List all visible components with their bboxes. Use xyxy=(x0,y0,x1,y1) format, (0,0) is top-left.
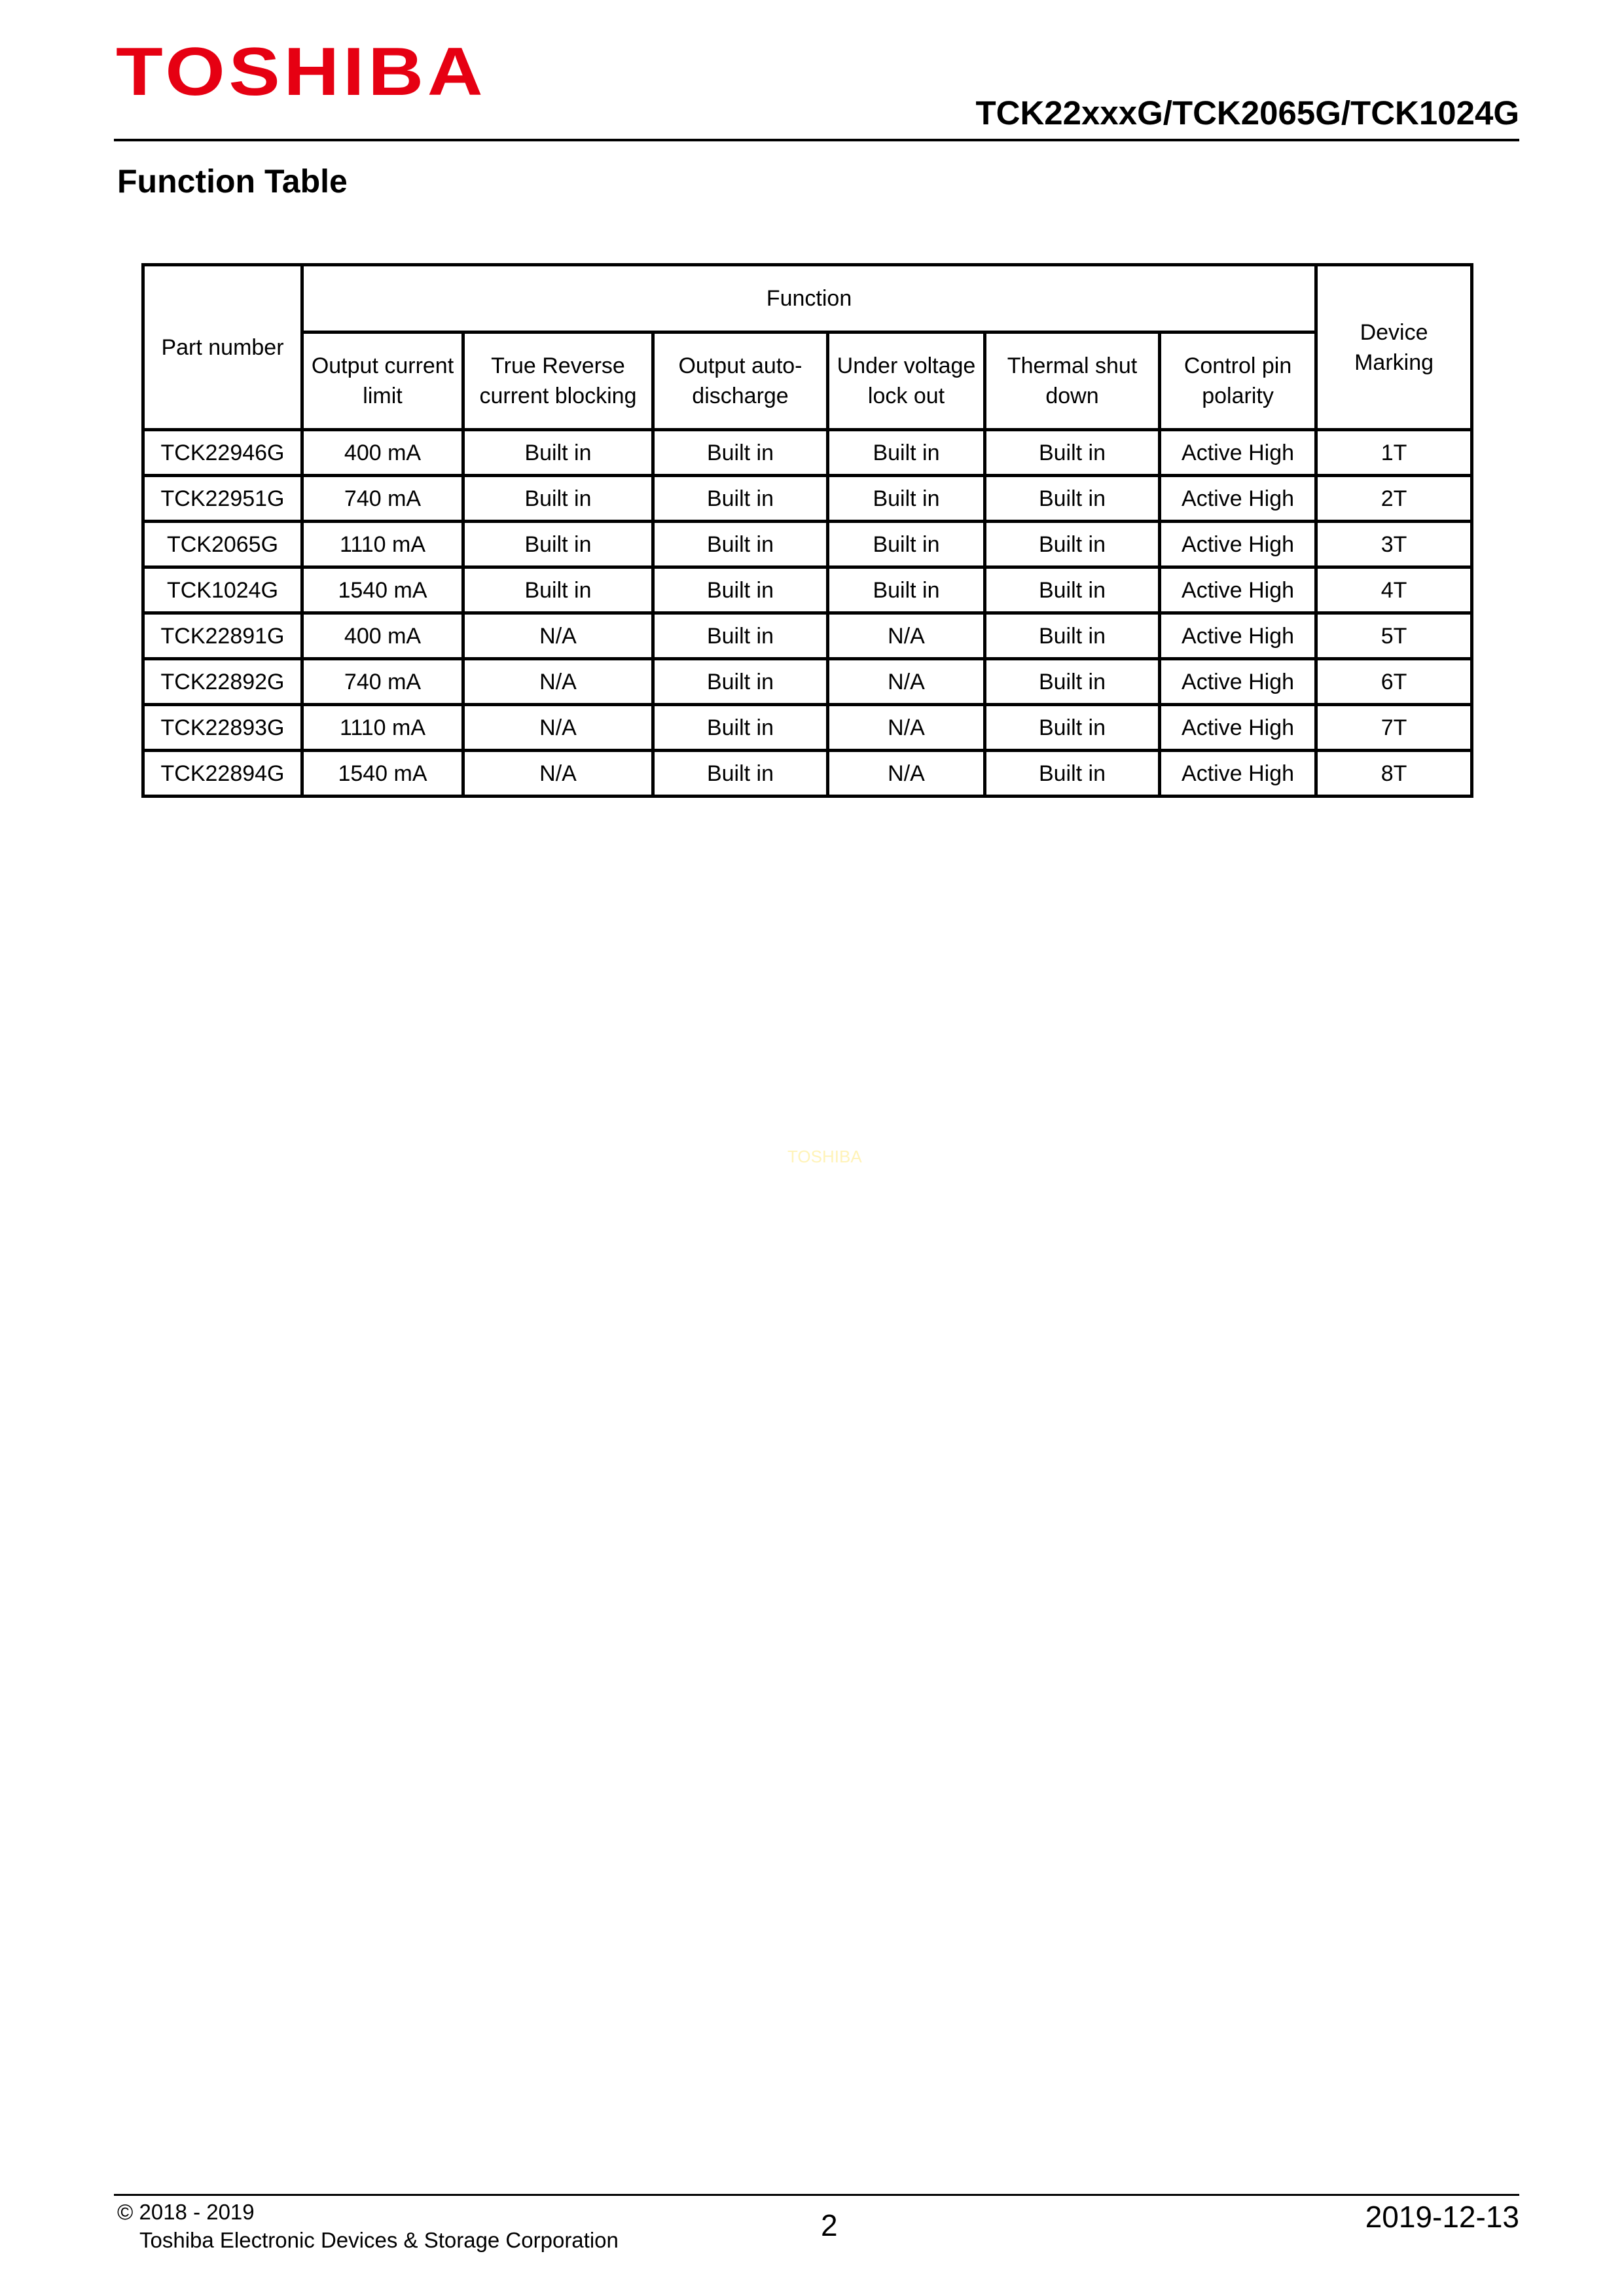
table-row xyxy=(143,430,1472,476)
function-cell: Built in xyxy=(653,613,828,659)
document-title: TCK22xxxG/TCK2065G/TCK1024G xyxy=(975,94,1519,132)
function-cell: 740 mA xyxy=(302,476,463,522)
part-number-cell: TCK22951G xyxy=(143,476,302,522)
function-cell: N/A xyxy=(828,659,985,705)
copyright: © 2018 - 2019 xyxy=(117,2200,255,2224)
function-cell: Built in xyxy=(985,522,1160,567)
part-number-header: Part number xyxy=(143,265,302,430)
function-cell: 400 mA xyxy=(302,613,463,659)
table-row xyxy=(143,613,1472,659)
toshiba-logo: TOSHIBA xyxy=(116,34,487,110)
function-cell: Active High xyxy=(1160,705,1316,751)
marking-cell: 6T xyxy=(1316,659,1472,705)
function-cell: Built in xyxy=(985,476,1160,522)
function-cell: N/A xyxy=(828,705,985,751)
function-cell: Built in xyxy=(985,659,1160,705)
header-rule xyxy=(114,139,1519,141)
function-cell: Built in xyxy=(985,430,1160,476)
function-header: Function xyxy=(302,265,1316,332)
function-cell: Built in xyxy=(653,567,828,613)
function-column-header: Thermal shut down xyxy=(985,332,1160,430)
function-subheader-row xyxy=(143,332,1472,430)
function-cell: 740 mA xyxy=(302,659,463,705)
function-cell: Active High xyxy=(1160,751,1316,797)
table-row xyxy=(143,751,1472,797)
function-cell: Active High xyxy=(1160,522,1316,567)
function-cell: Built in xyxy=(463,430,653,476)
function-cell: 1540 mA xyxy=(302,567,463,613)
function-cell: Active High xyxy=(1160,659,1316,705)
function-cell: Built in xyxy=(653,751,828,797)
function-cell: 1540 mA xyxy=(302,751,463,797)
function-cell: Built in xyxy=(985,567,1160,613)
function-cell: 1110 mA xyxy=(302,522,463,567)
part-number-cell: TCK22892G xyxy=(143,659,302,705)
table-row xyxy=(143,659,1472,705)
device-marking-header: Device Marking xyxy=(1316,265,1472,430)
function-cell: Built in xyxy=(985,613,1160,659)
marking-cell: 8T xyxy=(1316,751,1472,797)
table-header-row xyxy=(143,265,1472,332)
function-cell: Built in xyxy=(463,522,653,567)
function-cell: Built in xyxy=(828,522,985,567)
function-column-header: Under voltage lock out xyxy=(828,332,985,430)
marking-cell: 3T xyxy=(1316,522,1472,567)
function-cell: Active High xyxy=(1160,613,1316,659)
table-row xyxy=(143,705,1472,751)
function-cell: Active High xyxy=(1160,430,1316,476)
function-cell: Built in xyxy=(985,705,1160,751)
footer-rule xyxy=(114,2194,1519,2196)
function-cell: Built in xyxy=(653,430,828,476)
function-cell: Built in xyxy=(463,567,653,613)
function-cell: Built in xyxy=(828,476,985,522)
part-number-cell: TCK22893G xyxy=(143,705,302,751)
function-cell: Built in xyxy=(653,476,828,522)
function-cell: N/A xyxy=(828,751,985,797)
function-column-header: Control pin polarity xyxy=(1160,332,1316,430)
marking-cell: 4T xyxy=(1316,567,1472,613)
function-cell: N/A xyxy=(463,751,653,797)
function-cell: Built in xyxy=(828,430,985,476)
function-cell: 400 mA xyxy=(302,430,463,476)
table-row xyxy=(143,567,1472,613)
marking-cell: 5T xyxy=(1316,613,1472,659)
function-table xyxy=(141,263,1473,798)
marking-cell: 2T xyxy=(1316,476,1472,522)
table-row xyxy=(143,476,1472,522)
function-cell: N/A xyxy=(463,613,653,659)
function-cell: Active High xyxy=(1160,567,1316,613)
function-cell: N/A xyxy=(463,705,653,751)
function-cell: Built in xyxy=(653,522,828,567)
part-number-cell: TCK1024G xyxy=(143,567,302,613)
function-cell: Built in xyxy=(985,751,1160,797)
function-cell: Built in xyxy=(463,476,653,522)
function-cell: Built in xyxy=(653,705,828,751)
part-number-cell: TCK2065G xyxy=(143,522,302,567)
part-number-cell: TCK22891G xyxy=(143,613,302,659)
table-row xyxy=(143,522,1472,567)
function-cell: 1110 mA xyxy=(302,705,463,751)
function-column-header: Output auto-discharge xyxy=(653,332,828,430)
function-cell: Active High xyxy=(1160,476,1316,522)
marking-cell: 7T xyxy=(1316,705,1472,751)
function-cell: N/A xyxy=(828,613,985,659)
function-cell: Built in xyxy=(828,567,985,613)
function-column-header: Output current limit xyxy=(302,332,463,430)
function-cell: N/A xyxy=(463,659,653,705)
function-cell: Built in xyxy=(653,659,828,705)
part-number-cell: TCK22946G xyxy=(143,430,302,476)
company-name: Toshiba Electronic Devices & Storage Corporation xyxy=(139,2228,619,2252)
page-number: 2 xyxy=(821,2208,838,2242)
table-body xyxy=(143,430,1472,797)
section-title: Function Table xyxy=(117,163,348,200)
watermark: TOSHIBA xyxy=(787,1147,862,1166)
document-date: 2019-12-13 xyxy=(1365,2200,1519,2234)
part-number-cell: TCK22894G xyxy=(143,751,302,797)
function-column-header: True Reverse current blocking xyxy=(463,332,653,430)
marking-cell: 1T xyxy=(1316,430,1472,476)
